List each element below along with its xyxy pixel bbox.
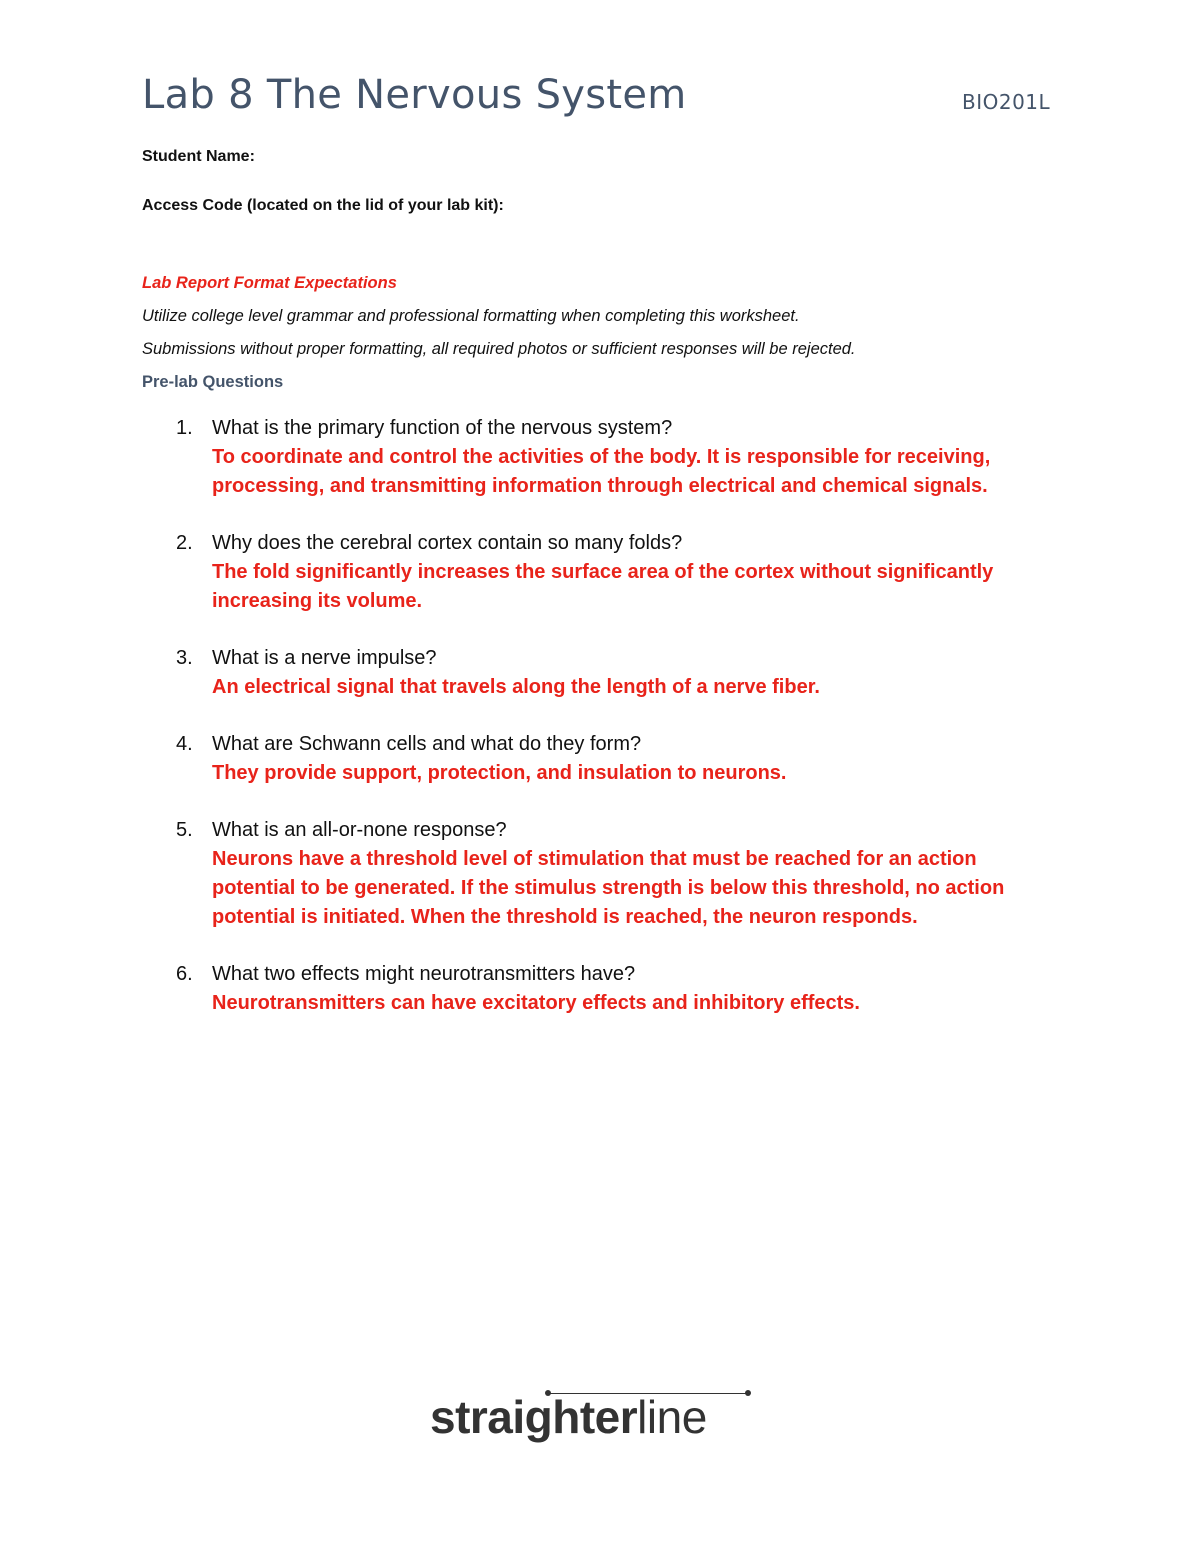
format-expectations-heading: Lab Report Format Expectations xyxy=(142,274,397,292)
question-number: 2. xyxy=(176,532,193,554)
prelab-heading: Pre-lab Questions xyxy=(142,373,284,391)
format-expectations-line-1: Utilize college level grammar and professional formatting when completing this worksheet. xyxy=(142,307,800,325)
answer-text: Neurons have a threshold level of stimulation that must be reached for an action potential to be generated. If the stimulus strength is below this threshold, no action potential is initiated. When the threshold is reached, the neuron responds. xyxy=(212,848,1005,928)
question-number: 3. xyxy=(176,647,193,669)
answer-text: Neurotransmitters can have excitatory effects and inhibitory effects. xyxy=(212,992,860,1014)
question-number: 4. xyxy=(176,733,193,755)
question-number: 1. xyxy=(176,417,193,439)
straighterline-logo xyxy=(430,1390,760,1450)
question-item xyxy=(142,960,1042,1018)
question-item xyxy=(142,414,1042,501)
format-expectations-line-2: Submissions without proper formatting, all required photos or sufficient responses will be rejected. xyxy=(142,340,856,358)
logo-wordmark xyxy=(430,1390,707,1444)
logo-light-text: line xyxy=(637,1391,707,1443)
question-number: 6. xyxy=(176,963,193,985)
question-item xyxy=(142,644,1042,702)
answer-text: To coordinate and control the activities of the body. It is responsible for receiving, processing, and transmitting information through electrical and chemical signals. xyxy=(212,446,991,497)
prelab-question-list xyxy=(142,414,1042,1046)
student-name-label: Student Name: xyxy=(142,148,255,165)
question-text: What is the primary function of the nervous system? xyxy=(212,417,673,439)
logo-dot-right xyxy=(745,1390,751,1396)
question-number: 5. xyxy=(176,819,193,841)
question-item xyxy=(142,529,1042,616)
question-text: What is a nerve impulse? xyxy=(212,647,437,669)
answer-text: They provide support, protection, and insulation to neurons. xyxy=(212,762,787,784)
answer-text: An electrical signal that travels along the length of a nerve fiber. xyxy=(212,676,820,698)
logo-bold-text: straighter xyxy=(430,1391,638,1443)
question-item xyxy=(142,816,1042,932)
question-text: What are Schwann cells and what do they form? xyxy=(212,733,642,755)
course-code: BIO201L xyxy=(962,90,1051,114)
question-text: What is an all-or-none response? xyxy=(212,819,507,841)
page-title: Lab 8 The Nervous System xyxy=(142,72,687,118)
question-text: Why does the cerebral cortex contain so many folds? xyxy=(212,532,683,554)
access-code-label: Access Code (located on the lid of your lab kit): xyxy=(142,197,504,214)
question-item xyxy=(142,730,1042,788)
answer-text: The fold significantly increases the surface area of the cortex without significantly increasing its volume. xyxy=(212,561,994,612)
question-text: What two effects might neurotransmitters have? xyxy=(212,963,636,985)
